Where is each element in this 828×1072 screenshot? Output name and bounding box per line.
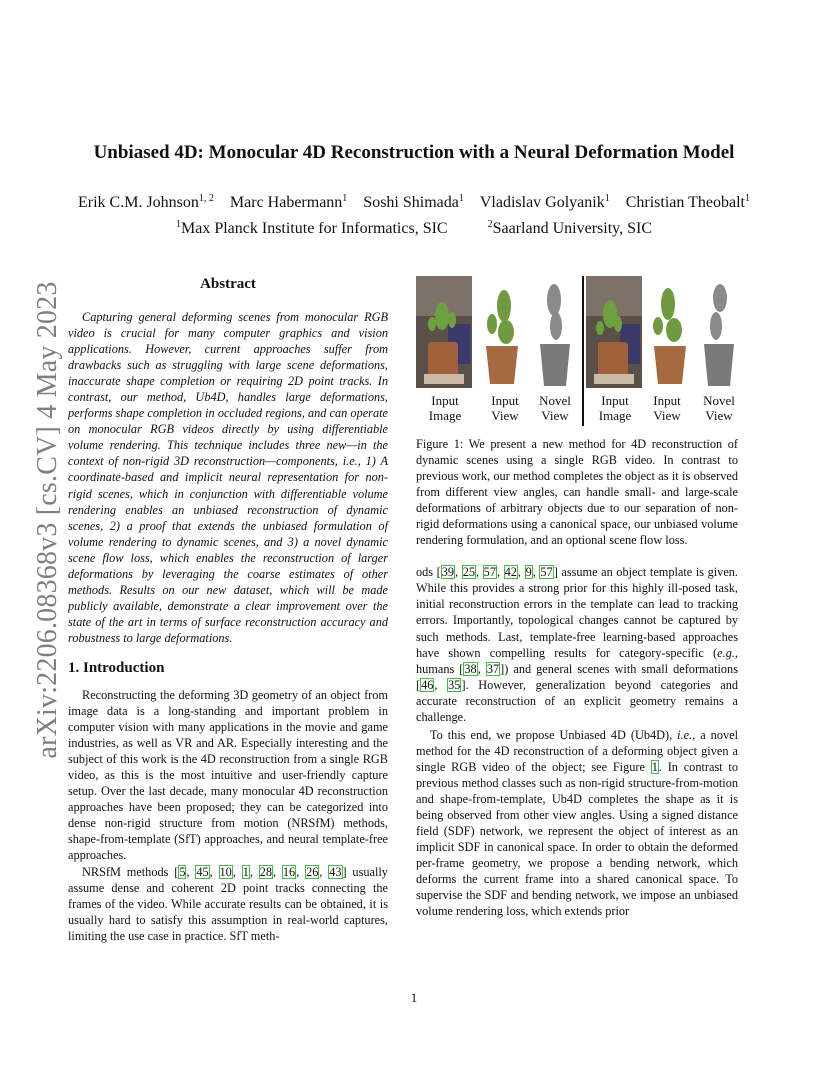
- section-heading-introduction: 1. Introduction: [68, 659, 165, 676]
- input-image-photo: [416, 276, 472, 388]
- figure-label: Input Image: [598, 393, 632, 423]
- right-paragraph-1: ods [39, 25, 57, 42, 9, 57] assume an object template is given. While this provides a strong prior for this highly ill-posed task, initial reconstruction errors in the template can lead to tracking errors. Importantly, topological changes cannot be captured by such methods. Last, template-free learning-based approaches have shown compelling results for category-specific (e.g., humans [38, 37]) and general scenes with small deformations [46, 35]. However, generalization beyond categories and accurate reconstruction of an explicit geometry remains a challenge.: [416, 565, 739, 724]
- intro-paragraph-2: NRSfM methods [5, 45, 10, 1, 28, 16, 26, 43] usually assume dense and coherent 2D point tracks connecting the frames of the video. While accurate results can be obtained, it is usually hard to satisfy this assumption in real-world captures, limiting the use case in practice. SfT meth-: [68, 864, 388, 943]
- paper-title: Unbiased 4D: Monocular 4D Reconstruction with a Neural Deformation Model: [93, 142, 735, 163]
- citation-link[interactable]: 42: [504, 565, 517, 580]
- figure-label: Novel View: [539, 393, 571, 423]
- author: Christian Theobalt$^1$: [625, 193, 750, 211]
- citation-link[interactable]: 16: [282, 864, 296, 879]
- input-image-photo: [586, 276, 642, 388]
- citation-link[interactable]: 57: [483, 565, 496, 580]
- novel-view-render: [698, 276, 738, 388]
- author: Soshi Shimada$^1$: [363, 193, 464, 211]
- novel-view-render: [530, 276, 578, 388]
- figure-label: Input View: [491, 393, 519, 423]
- affiliation-list: [40, 220, 788, 238]
- citation-link[interactable]: 5: [179, 864, 186, 879]
- arxiv-stamp-text: arXiv:2206.08368v3 [cs.CV] 4 May 2023: [32, 281, 63, 759]
- figure-1: [416, 276, 738, 426]
- figure-label: Input Image: [428, 393, 462, 423]
- abstract-text: Capturing general deforming scenes from monocular RGB video is crucial for many computer graphics and vision applications. However, current approaches suffer from drawbacks such as struggling with large scene deformations, inaccurate shape completion or requiring 2D point tracks. In contrast, our method, Ub4D, handles large deformations, performs shape completion in occluded regions, and can operate on monocular RGB videos directly by using differentiable volume rendering. This technique includes three new—in the context of non-rigid 3D reconstruction—components, i.e., 1) A coordinate-based and implicit neural representation for non-rigid scenes, which in conjunction with differentiable volume rendering enables an unbiased reconstruction of dynamic scenes, 2) a proof that extends the unbiased formulation of volume rendering to dynamic scenes, and 3) a novel dynamic scene flow loss, which enables the reconstruction of larger deformations by leveraging the coarse estimates of other methods. Results on our new dataset, which will be made publicly available, demonstrate a clear improvement over the state of the art in terms of surface reconstruction accuracy and robustness to large deformations.: [68, 310, 388, 645]
- citation-link[interactable]: 9: [525, 565, 532, 580]
- citation-link[interactable]: 45: [196, 864, 209, 879]
- citation-link[interactable]: 28: [259, 864, 273, 879]
- citation-link[interactable]: 46: [421, 677, 434, 692]
- intro-paragraph-1: Reconstructing the deforming 3D geometry of an object from image data is a long-standing and important problem in computer vision with many applications in the movie and game industries, as well as VR and AR. Especially interesting and the subject of this work is the 4D reconstruction from a single RGB video, as this is the most intuitive and user-friendly capture setup. Over the last decade, many monocular 4D reconstruction approaches have been proposed; they can be categorized into dense non-rigid structure from motion (NRSfM) methods, shape-from-template (SfT) approaches, and neural template-free approaches.: [68, 687, 388, 863]
- author: Marc Habermann$^1$: [229, 193, 348, 211]
- figure-caption: Figure 1: We present a new method for 4D reconstruction of dynamic scenes using a single RGB video. In contrast to previous work, our method completes the object as it is observed from different view angles, can handle small- and large-scale deformations of arbitrary objects due to our separation of non-rigid deformations using a canonical space, our unbiased volume rendering formulation, and an optional scene flow loss.: [416, 437, 738, 548]
- citation-link[interactable]: 25: [462, 565, 476, 580]
- figure-divider: [582, 276, 584, 426]
- left-column: [68, 276, 388, 944]
- citation-link[interactable]: 38: [464, 661, 477, 676]
- affiliation: $^2$Saarland University, SIC: [487, 219, 652, 237]
- citation-link[interactable]: 26: [306, 864, 319, 879]
- citation-link[interactable]: 43: [329, 864, 342, 879]
- right-paragraph-2: To this end, we propose Unbiased 4D (Ub4D), i.e., a novel method for the 4D reconstruction of a deforming object given a single RGB video of the object; see Figure 1. In contrast to previous method classes such as non-rigid structure-from-motion and shape-from-template, Ub4D completes the shape as it is being observed from other view angles. Using a signed distance field (SDF) network, we represent the object of interest as an implicit SDF in canonical space. In order to obtain the deformed per-frame geometry, we propose a bending network, which deforms the current frame into a shared canonical space. To supervise the SDF and bending network, we impose an unbiased volume rendering loss, which extends prior: [416, 727, 738, 919]
- input-view-render: [476, 276, 526, 388]
- citation-link[interactable]: 57: [540, 565, 553, 580]
- abstract-heading: Abstract: [200, 276, 256, 292]
- author-list: [40, 194, 788, 212]
- citation-link[interactable]: 39: [441, 565, 455, 580]
- author: Erik C.M. Johnson$^{1, 2}$: [78, 193, 214, 211]
- citation-link[interactable]: 1: [242, 864, 249, 879]
- figure-label: Input View: [653, 393, 681, 423]
- right-column: [416, 276, 738, 919]
- figure-label: Novel View: [703, 393, 735, 423]
- page-number: 1: [410, 990, 418, 1005]
- figure-reference-link[interactable]: 1: [651, 759, 658, 774]
- input-view-render: [646, 276, 694, 388]
- author: Vladislav Golyanik$^1$: [479, 193, 610, 211]
- affiliation: $^1$Max Planck Institute for Informatics, SIC: [175, 219, 448, 237]
- citation-link[interactable]: 37: [486, 661, 500, 676]
- citation-link[interactable]: 35: [448, 677, 461, 692]
- arxiv-stamp: [28, 281, 68, 759]
- citation-link[interactable]: 10: [219, 864, 232, 879]
